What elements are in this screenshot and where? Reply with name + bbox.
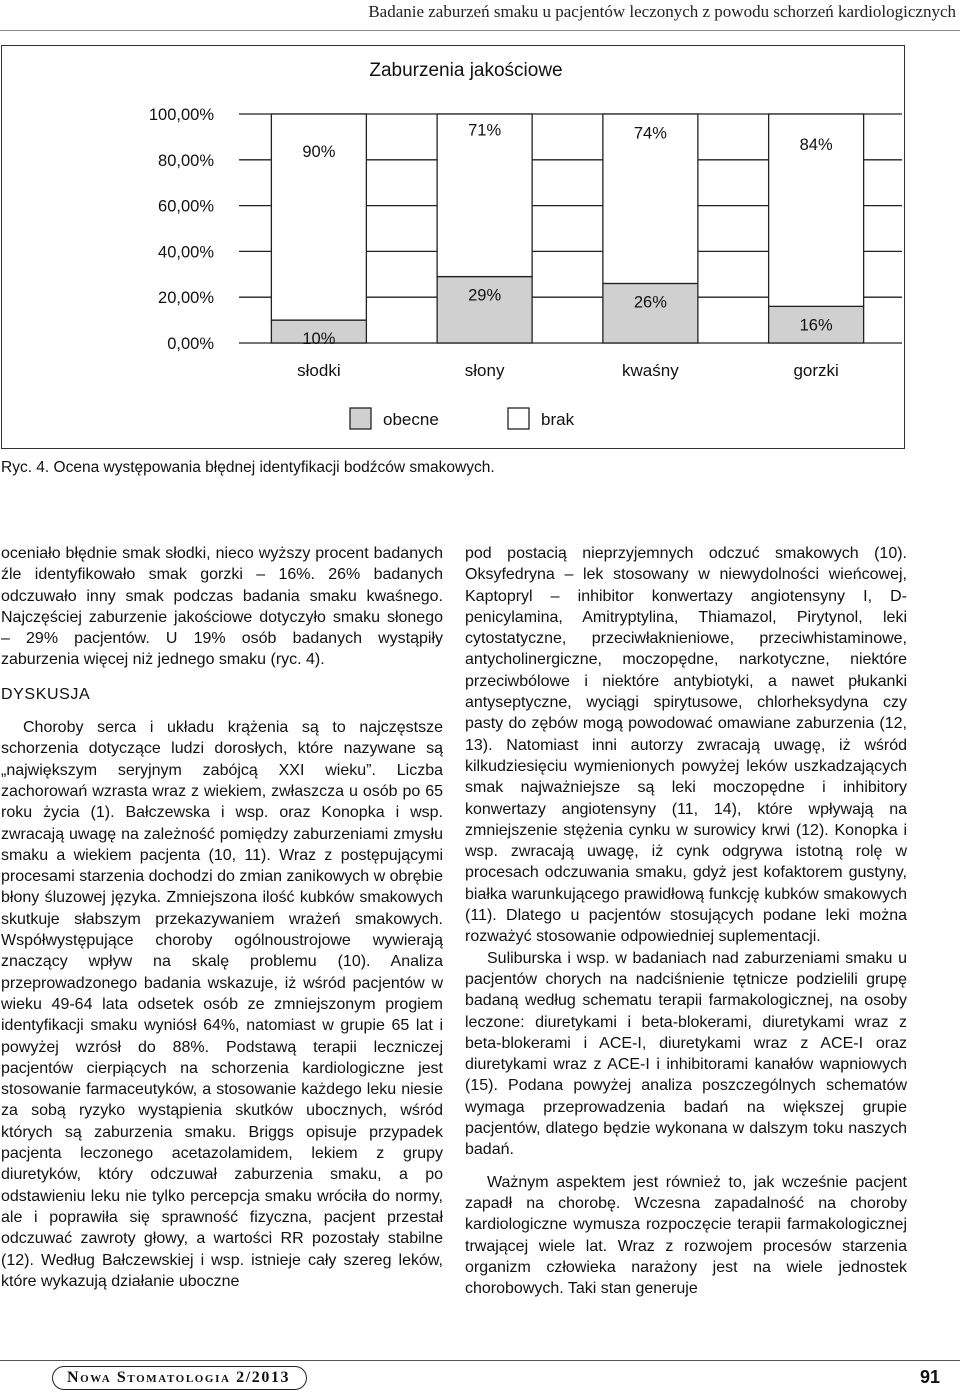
- category-label: słodki: [297, 361, 341, 380]
- page-number: 91: [919, 1367, 940, 1387]
- legend-label: brak: [541, 410, 575, 429]
- section-heading: DYSKUSJA: [1, 685, 91, 703]
- y-tick-label: 60,00%: [158, 197, 214, 216]
- data-label: 10%: [302, 330, 336, 349]
- category-label: gorzki: [793, 361, 839, 380]
- y-tick-label: 20,00%: [158, 289, 214, 308]
- footer-rule: [0, 1360, 960, 1361]
- paragraph: Ważnym aspektem jest również to, jak wcześnie pacjent zapadł na chorobę. Wczesna zapadalność na choroby kardiologiczne wymusza rozpoczęcie terapii farmakologicznej trwającej wiele lat. Wraz z rozwojem procesów starzenia organizm człowieka narażony jest na wiele jednostek chorobowych. Taki stan generuje: [465, 1173, 907, 1298]
- chart-title: Zaburzenia jakościowe: [369, 60, 563, 81]
- data-label: 84%: [799, 136, 833, 155]
- y-tick-label: 80,00%: [158, 151, 214, 170]
- bar-obecne: [603, 283, 698, 343]
- data-label: 90%: [302, 143, 336, 162]
- data-label: 16%: [799, 316, 833, 335]
- y-tick-label: 40,00%: [158, 243, 214, 262]
- left-column: [1, 543, 443, 1292]
- header-rule: [0, 30, 960, 31]
- data-label: 29%: [468, 286, 502, 305]
- paragraph: pod postacią nieprzyjemnych odczuć smakowych (10). Oksyfedryna – lek stosowany w niewydolności wieńcowej, Kaptopryl – inhibitor konwertazy angiotensyny I, D-penicylamina, Amitryptylina, Thiamazol, Pirytynol, leki cytostatyczne, przeciwłaknieniowe, przeciwhistaminowe, antycholinergiczne, moczopędne, narkotyczne, niektóre przeciwbólowe i niektóre antybiotyki, a nawet płukanki antyseptyczne, wyciągi spirytusowe, chlorheksydyna czy pasty do zębów mogą powodować omawiane zaburzenia (12, 13). Natomiast inni autorzy zwracają uwagę, iż wśród kilkudziesięciu wymienionych powyżej leków uszkadzających smak najważniejsze są leki moczopędne i inhibitory konwertazy angiotensyny (11, 14), które wpływają na zmniejszenie stężenia cynku w surowicy krwi (12). Konopka i wsp. zwracają uwagę, iż cynk odgrywa istotną rolę w procesach odczuwania smaku, gdyż jest kofaktorem gustyny, białka warunkującego prawidłową funkcję kubków smakowych (11). Dlatego u pacjentów stosujących podane leki można rozważyć stosowanie odpowiedniej suplementacji.: [465, 545, 907, 946]
- journal-name: Nowa Stomatologia 2/2013: [52, 1366, 307, 1390]
- category-label: słony: [464, 361, 505, 380]
- figure-chart: [1, 45, 905, 449]
- legend-label: obecne: [383, 410, 439, 429]
- legend-swatch: [350, 408, 371, 429]
- figure-caption: Ryc. 4. Ocena występowania błędnej identyfikacji bodźców smakowych.: [1, 459, 495, 476]
- legend-swatch: [508, 408, 529, 429]
- stacked-bar-chart: [2, 46, 904, 448]
- running-header: Badanie zaburzeń smaku u pacjentów leczonych z powodu schorzeń kardiologicznych: [368, 2, 956, 21]
- paragraph: oceniało błędnie smak słodki, nieco wyższy procent badanych źle identyfikowało smak gorzki – 16%. 26% badanych odczuwało inny smak podczas badania smaku kwaśnego. Najczęściej zaburzenie jakościowe dotyczyło smaku słonego – 29% pacjentów. U 19% osób badanych wystąpiły zaburzenia więcej niż jednego smaku (ryc. 4).: [1, 545, 443, 669]
- paragraph: Suliburska i wsp. w badaniach nad zaburzeniami smaku u pacjentów chorych na nadciśnienie tętnicze podzielili grupę badaną według schematu terapii farmakologicznej, na osoby leczone: diuretykami i beta-blokerami, diuretykami wraz z beta-blokerami i ACE-I, diuretykami wraz z ACE-I oraz diuretykami wraz z ACE-I i inhibitorami kanałów wapniowych (15). Podana powyżej analiza poszczególnych schematów wymaga przeprowadzenia badań na większej grupie pacjentów, dlatego będzie wykonana w dalszym toku naszych badań.: [465, 949, 907, 1159]
- paragraph: Choroby serca i układu krążenia są to najczęstsze schorzenia dotyczące ludzi dorosłych, które nazywane są „największym seryjnym zabójcą XXI wieku”. Liczba zachorowań wzrasta wraz z wiekiem, zwłaszcza u osób po 65 roku życia (1). Bałczewska i wsp. oraz Konopka i wsp. zwracają uwagę na zależność pomiędzy zaburzeniami zmysłu smaku a wiekiem pacjenta (10, 11). Wraz z postępującymi procesami starzenia dochodzi do zmian zanikowych w obrębie błony śluzowej języka. Zmniejszona ilość kubków smakowych skutkuje słabszym przekazywaniem wrażeń smakowych. Współwystępujące choroby ogólnoustrojowe wywierają znaczący wpływ na skalę problemu (10). Analiza przeprowadzonego badania wskazuje, iż wśród pacjentów w wieku 49-64 lata odsetek osób ze zmniejszonym progiem identyfikacji smaku wyniósł 64%, natomiast w grupie 65 lat i powyżej wzrósł do 88%. Podstawą terapii leczniczej pacjentów cierpiących na schorzenia kardiologiczne jest stosowanie farmaceutyków, a stosowanie każdego leku niesie za sobą ryzyko wystąpienia skutków ubocznych, wśród których są zaburzenia smaku. Briggs opisuje przypadek pacjenta leczonego acetazolamidem, lekiem z grupy diuretyków, który odczuwał zaburzenia smaku, a po odstawieniu leku nie tylko percepcja smaku wróciła do normy, ale i poprawiła się sprawność fizyczna, pacjent przestał odczuwać zawroty głowy, a wartości RR pozostały stabilne (12). Według Bałczewskiej i wsp. istnieje cały szereg leków, które wykazują działanie uboczne: [1, 719, 443, 1290]
- y-tick-label: 0,00%: [167, 335, 214, 353]
- data-label: 26%: [633, 293, 667, 312]
- category-label: kwaśny: [622, 361, 679, 380]
- right-column: [465, 543, 907, 1299]
- y-tick-label: 100,00%: [148, 106, 214, 124]
- data-label: 71%: [468, 121, 502, 140]
- data-label: 74%: [633, 124, 667, 143]
